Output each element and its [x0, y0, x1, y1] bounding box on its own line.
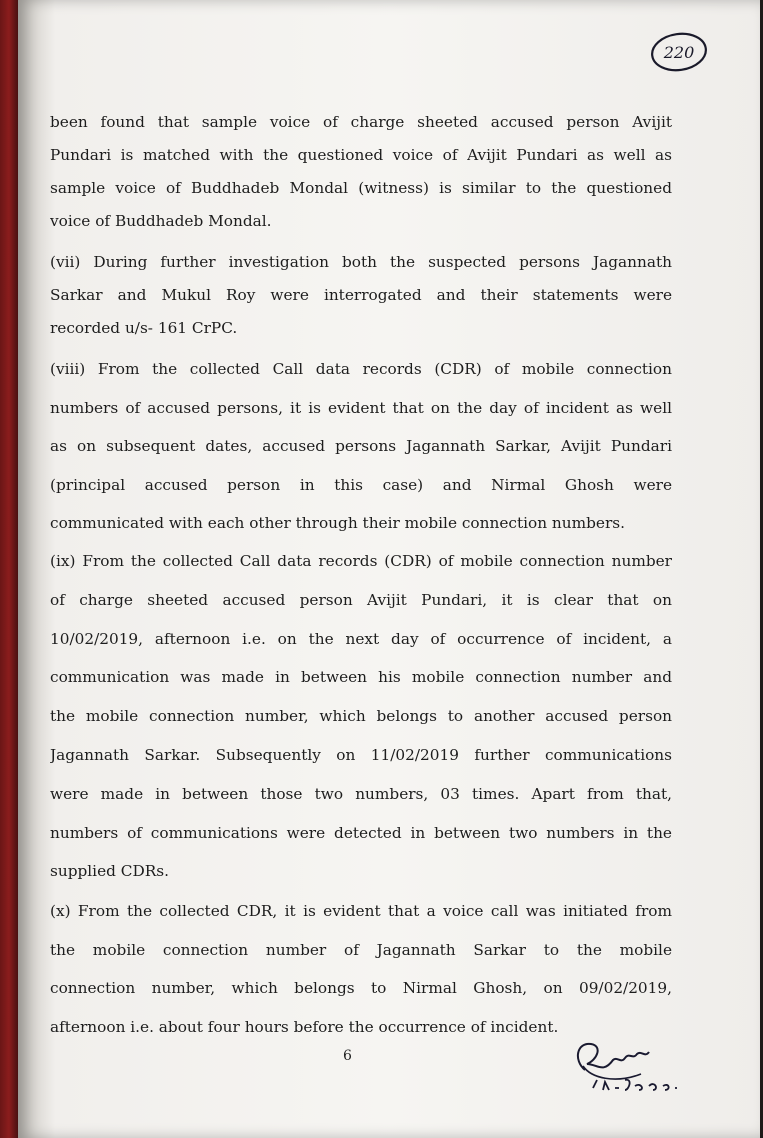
text-line: Jagannath Sarkar. Subsequently on 11/02/2019 further communications	[50, 745, 672, 764]
document-page	[18, 0, 760, 1138]
text-line: (x) From the collected CDR, it is evident that a voice call was initiated from	[50, 902, 672, 920]
text-line: communicated with each other through their mobile connection numbers.	[50, 514, 626, 532]
paragraph-vii	[50, 246, 672, 345]
text-line: of charge sheeted accused person Avijit Pundari, it is clear that on	[50, 590, 672, 609]
text-line: (principal accused person in this case) and Nirmal Ghosh were	[50, 475, 672, 494]
footer-page-number: 6	[343, 1048, 352, 1064]
text-line: numbers of communications were detected in between two numbers in the	[50, 823, 672, 842]
text-line: Sarkar and Mukul Roy were interrogated and their statements were	[50, 286, 672, 304]
text-line: sample voice of Buddhadeb Mondal (witness) is similar to the questioned	[50, 179, 672, 197]
text-line: been found that sample voice of charge sheeted accused person Avijit	[50, 113, 672, 131]
text-line: 10/02/2019, afternoon i.e. on the next day of occurrence of incident, a	[50, 629, 672, 648]
text-line: were made in between those two numbers, 03 times. Apart from that,	[50, 784, 672, 803]
paragraph-1	[50, 106, 672, 238]
text-line: Pundari is matched with the questioned voice of Avijit Pundari as well as	[50, 146, 672, 164]
book-binding	[0, 0, 20, 1138]
text-line: voice of Buddhadeb Mondal.	[50, 212, 272, 230]
text-line: (vii) During further investigation both the suspected persons Jagannath	[50, 253, 672, 271]
paragraph-x	[50, 892, 672, 1046]
text-line: as on subsequent dates, accused persons Jagannath Sarkar, Avijit Pundari	[50, 437, 672, 455]
page-number-stamp	[650, 32, 708, 72]
text-line: the mobile connection number of Jagannath Sarkar to the mobile	[50, 940, 672, 959]
text-line: the mobile connection number, which belongs to another accused person	[50, 707, 672, 726]
paragraph-viii	[50, 350, 672, 543]
text-line: (ix) From the collected Call data records (CDR) of mobile connection number	[50, 552, 672, 570]
text-line: supplied CDRs.	[50, 862, 169, 881]
text-line: (viii) From the collected Call data records (CDR) of mobile connection	[50, 360, 672, 378]
text-line: afternoon i.e. about four hours before the occurrence of incident.	[50, 1017, 559, 1036]
handwritten-signature	[563, 1030, 703, 1100]
text-line: numbers of accused persons, it is evident that on the day of incident as well	[50, 398, 672, 417]
text-line: recorded u/s- 161 CrPC.	[50, 319, 238, 337]
page-number-stamp-text: 220	[663, 43, 695, 62]
text-line: connection number, which belongs to Nirmal Ghosh, on 09/02/2019,	[50, 979, 672, 997]
text-line: communication was made in between his mobile connection number and	[50, 668, 672, 687]
paragraph-ix	[50, 542, 672, 891]
